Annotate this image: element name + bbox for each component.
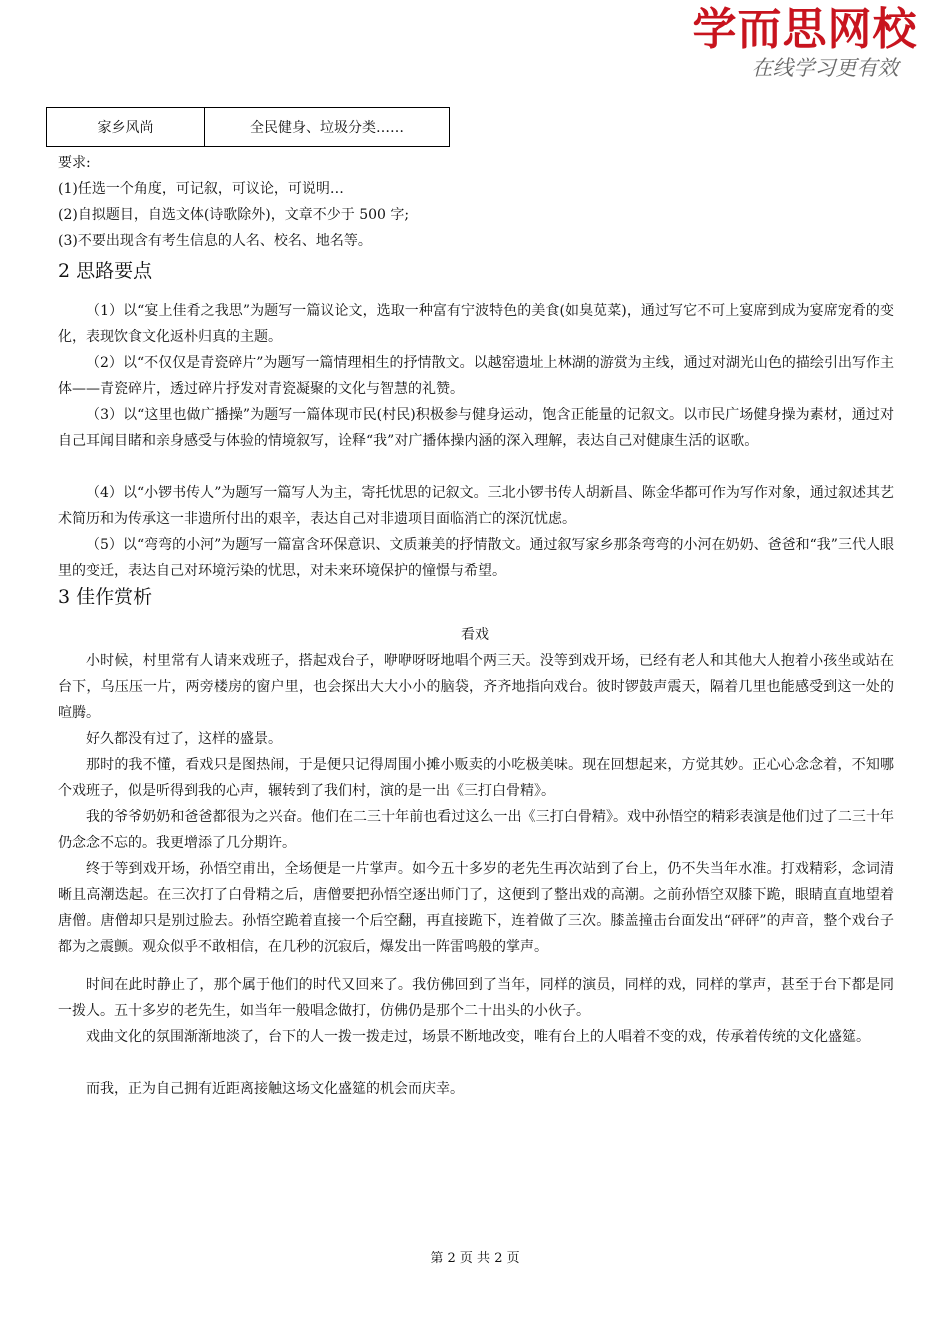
section-heading-essay: 3 佳作赏析 (58, 586, 153, 608)
essay-paragraph: 那时的我不懂，看戏只是图热闹，于是便只记得周围小摊小贩卖的小吃极美味。现在回想起来，方觉其妙。正心心念念着，不知哪个戏班子，似是听得到我的心声，辗转到了我们村，演的是一出《三打白骨精》。 (58, 757, 894, 799)
requirement-item: (1)任选一个角度，可记叙，可议论，可说明… (58, 181, 344, 197)
topic-table (46, 107, 450, 147)
table-row (47, 108, 450, 147)
requirement-item: (3)不要出现含有考生信息的人名、校名、地名等。 (58, 233, 372, 249)
essay-paragraph: 时间在此时静止了，那个属于他们的时代又回来了。我仿佛回到了当年，同样的演员，同样的戏，同样的掌声，甚至于台下都是同一拨人。五十多岁的老先生，如当年一般唱念做打，仿佛仍是那个二十出头的小伙子。 (58, 977, 894, 1019)
essay-paragraph: 终于等到戏开场，孙悟空甫出，全场便是一片掌声。如今五十多岁的老先生再次站到了台上，仍不失当年水准。打戏精彩，念词清晰且高潮迭起。在三次打了白骨精之后，唐僧要把孙悟空逐出师门了，这便到了整出戏的高潮。之前孙悟空双膝下跪，眼睛直直地望着唐僧。唐僧却只是别过脸去。孙悟空跪着直接一个后空翻，再直接跪下，连着做了三次。膝盖撞击台面发出“砰砰”的声音，整个戏台子都为之震颤。观众似乎不敢相信，在几秒的沉寂后，爆发出一阵雷鸣般的掌声。 (58, 861, 894, 955)
logo-brand-name: 学而思网校 (692, 4, 918, 55)
idea-paragraph: （4）以“小锣书传人”为题写一篇写人为主，寄托忧思的记叙文。三北小锣书传人胡新昌、陈金华都可作为写作对象，通过叙述其艺术简历和为传承这一非遗所付出的艰辛，表达自己对非遗项目面临消亡的深沉忧虑。 (58, 485, 894, 527)
idea-paragraph: （3）以“这里也做广播操”为题写一篇体现市民(村民)积极参与健身运动，饱含正能量的记叙文。以市民广场健身操为素材，通过对自己耳闻目睹和亲身感受与体验的情境叙写，诠释“我”对广播体操内涵的深入理解，表达自己对健康生活的讴歌。 (58, 407, 894, 449)
section-heading-ideas: 2 思路要点 (58, 260, 153, 282)
logo-slogan: 在线学习更有效 (751, 56, 899, 80)
essay-paragraph: 戏曲文化的氛围渐渐地淡了，台下的人一拨一拨走过，场景不断地改变，唯有台上的人唱着不变的戏，传承着传统的文化盛筵。 (86, 1029, 870, 1045)
requirements-block (58, 150, 409, 254)
page-footer: 第 2 页 共 2 页 (430, 1251, 520, 1266)
brand-logo (670, 4, 940, 86)
essay-paragraph: 好久都没有过了，这样的盛景。 (86, 731, 282, 747)
essay-title: 看戏 (461, 627, 489, 643)
idea-paragraph: （1）以“宴上佳肴之我思”为题写一篇议论文，选取一种富有宁波特色的美食(如臭苋菜)，通过写它不可上宴席到成为宴席宠肴的变化，表现饮食文化返朴归真的主题。 (58, 303, 894, 345)
table-cell: 全民健身、垃圾分类…… (205, 108, 450, 147)
requirements-label: 要求: (58, 155, 91, 171)
table-cell: 家乡风尚 (47, 108, 205, 147)
essay-paragraph: 而我，正为自己拥有近距离接触这场文化盛筵的机会而庆幸。 (86, 1081, 464, 1097)
requirement-item: (2)自拟题目，自选文体(诗歌除外)，文章不少于 500 字; (58, 207, 410, 223)
idea-paragraph: （5）以“弯弯的小河”为题写一篇富含环保意识、文质兼美的抒情散文。通过叙写家乡那条弯弯的小河在奶奶、爸爸和“我”三代人眼里的变迁，表达自己对环境污染的忧思，对未来环境保护的憧憬与希望。 (58, 537, 894, 579)
idea-paragraph: （2）以“不仅仅是青瓷碎片”为题写一篇情理相生的抒情散文。以越窑遗址上林湖的游赏为主线，通过对湖光山色的描绘引出写作主体——青瓷碎片，透过碎片抒发对青瓷凝聚的文化与智慧的礼赞。 (58, 355, 894, 397)
essay-paragraph: 小时候，村里常有人请来戏班子，搭起戏台子，咿咿呀呀地唱个两三天。没等到戏开场，已经有老人和其他大人抱着小孩坐或站在台下，乌压压一片，两旁楼房的窗户里，也会探出大大小小的脑袋，齐齐地指向戏台。彼时锣鼓声震天，隔着几里也能感受到这一处的喧腾。 (58, 653, 894, 721)
essay-paragraph: 我的爷爷奶奶和爸爸都很为之兴奋。他们在二三十年前也看过这么一出《三打白骨精》。戏中孙悟空的精彩表演是他们过了二三十年仍念念不忘的。我更增添了几分期许。 (58, 809, 894, 851)
